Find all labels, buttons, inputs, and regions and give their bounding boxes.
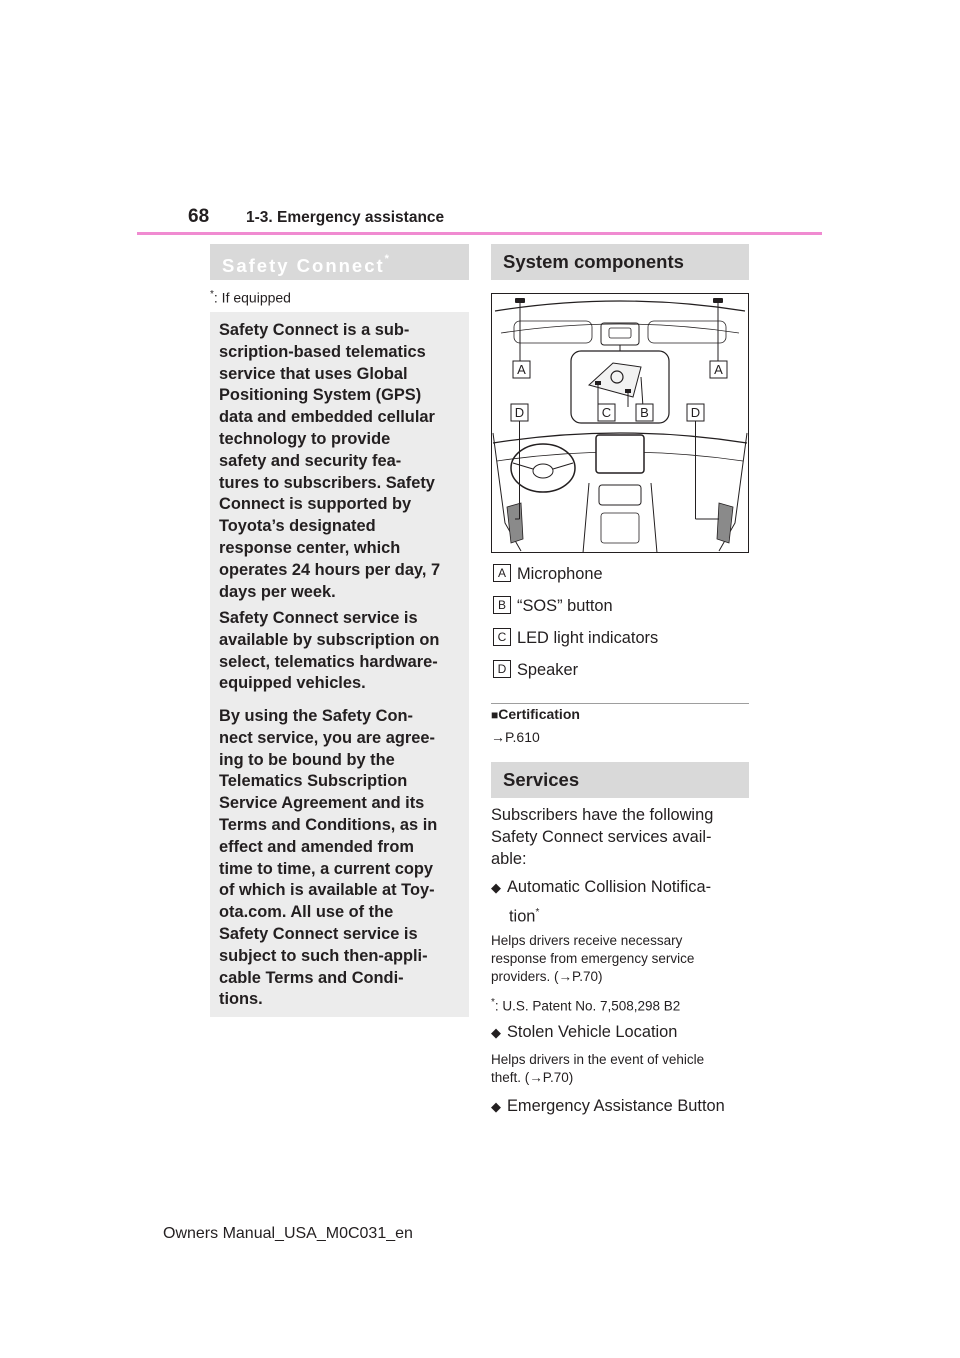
text-line: Connect is supported by: [219, 495, 412, 514]
page-number: 68: [188, 206, 210, 227]
text-line: select, telematics hardware-: [219, 652, 438, 671]
text-line: equipped vehicles.: [219, 674, 366, 693]
text-line: Safety Connect service is: [219, 924, 418, 943]
callout-d-right: D: [690, 405, 701, 420]
eab-item: [491, 1096, 753, 1118]
text-line: Safety Connect service is: [219, 609, 418, 627]
legend-label: LED light indicators: [517, 629, 659, 647]
legend-label: Speaker: [517, 661, 579, 679]
callout-b: B: [640, 405, 649, 420]
legend-key: C: [493, 628, 511, 646]
eab-title: Emergency Assistance Button: [507, 1097, 725, 1115]
cabin-diagram: [491, 293, 749, 553]
system-components-heading-bar: [491, 244, 749, 280]
callout-c: C: [601, 405, 612, 420]
legend-label: Microphone: [517, 565, 603, 583]
text-line: available by subscription on: [219, 630, 440, 649]
services-intro: [491, 805, 753, 870]
text-line: Subscribers have the following: [491, 806, 714, 824]
text-line: response center, which: [219, 538, 401, 557]
callout-a-right: A: [714, 362, 723, 377]
text-line: able:: [491, 849, 527, 868]
text-line: tions.: [219, 990, 263, 1009]
callout-a-left: A: [517, 362, 526, 377]
text-line: ota.com. All use of the: [219, 903, 394, 922]
text-line: Positioning System (GPS): [219, 386, 422, 405]
if-equipped-footnote: [210, 289, 291, 306]
legend-key: A: [493, 564, 511, 582]
safety-connect-heading: [210, 255, 391, 276]
legend-item: [493, 660, 578, 680]
intro-paragraph-1: [219, 320, 464, 603]
footnote-mark: *: [491, 997, 495, 1008]
text-line: Toyota’s designated: [219, 517, 376, 536]
footnote-mark: *: [210, 289, 214, 300]
text-line: service that uses Global: [219, 364, 408, 383]
svl-item: [491, 1022, 753, 1044]
services-heading: Services: [503, 769, 580, 790]
square-marker-icon: ■: [491, 708, 499, 722]
legend-key: D: [493, 660, 511, 678]
text-line: Service Agreement and its: [219, 794, 425, 813]
svl-title: Stolen Vehicle Location: [507, 1023, 678, 1041]
text-line: Telematics Subscription: [219, 772, 408, 791]
text-line: nect service, you are agree-: [219, 728, 435, 747]
text-line: ing to be bound by the: [219, 750, 395, 769]
legend-item: [493, 628, 658, 648]
text-line: response from emergency service: [491, 951, 695, 966]
legend-item: [493, 564, 603, 584]
certification-heading-text: Certification: [498, 706, 580, 722]
legend-key: B: [493, 596, 511, 614]
text-line: subject to such then-appli-: [219, 946, 428, 965]
text-line: scription-based telematics: [219, 342, 426, 361]
bullet-diamond-icon: ◆: [491, 880, 501, 895]
legend-label: “SOS” button: [517, 597, 613, 615]
text-line: theft. (→P.70): [491, 1070, 574, 1085]
system-components-heading: System components: [503, 251, 684, 272]
acn-item: [491, 877, 753, 928]
text-line: days per week.: [219, 582, 336, 601]
divider: [491, 703, 749, 704]
text-line: Terms and Conditions, as in: [219, 815, 438, 834]
text-line: safety and security fea-: [219, 451, 402, 470]
text-line: Safety Connect is a sub-: [219, 321, 410, 339]
text-line: of which is available at Toy-: [219, 881, 435, 900]
text-line: effect and amended from: [219, 837, 414, 856]
safety-connect-heading-bar: [210, 244, 469, 280]
header-rule: [137, 232, 822, 235]
text-line: operates 24 hours per day, 7: [219, 560, 441, 579]
text-line: Helps drivers receive necessary: [491, 933, 683, 948]
certification-page-link[interactable]: →P.610: [491, 729, 540, 745]
text-line: data and embedded cellular: [219, 408, 435, 427]
text-line: providers. (→P.70): [491, 969, 603, 984]
acn-description: [491, 932, 753, 986]
bullet-diamond-icon: ◆: [491, 1099, 501, 1114]
text-line: By using the Safety Con-: [219, 707, 413, 725]
patent-footnote: [491, 994, 753, 1016]
certification-heading: [491, 706, 580, 722]
acn-title-line2: tion: [509, 907, 536, 926]
text-line: Helps drivers in the event of vehicle: [491, 1052, 705, 1067]
footer-manual-id: Owners Manual_USA_M0C031_en: [163, 1225, 413, 1242]
acn-title-line1: Automatic Collision Notifica-: [507, 878, 712, 896]
svl-description: [491, 1051, 753, 1087]
legend-item: [493, 596, 613, 616]
text-line: technology to provide: [219, 429, 391, 448]
footnote-text: : If equipped: [213, 289, 291, 306]
section-title: 1-3. Emergency assistance: [246, 209, 445, 226]
text-line: Safety Connect services avail-: [491, 827, 712, 846]
callout-d-left: D: [514, 405, 525, 420]
intro-paragraph-2: [219, 608, 464, 695]
intro-paragraph-3: [219, 706, 464, 1011]
bullet-diamond-icon: ◆: [491, 1025, 501, 1040]
text-line: time to time, a current copy: [219, 859, 434, 878]
text-line: tures to subscribers. Safety: [219, 473, 435, 492]
patent-footnote-text: : U.S. Patent No. 7,508,298 B2: [494, 998, 681, 1014]
footnote-mark: *: [535, 906, 540, 918]
services-heading-bar: [491, 762, 749, 798]
text-line: cable Terms and Condi-: [219, 968, 404, 987]
footnote-mark: *: [384, 253, 391, 265]
safety-connect-heading-text: Safety Connect: [222, 255, 385, 277]
